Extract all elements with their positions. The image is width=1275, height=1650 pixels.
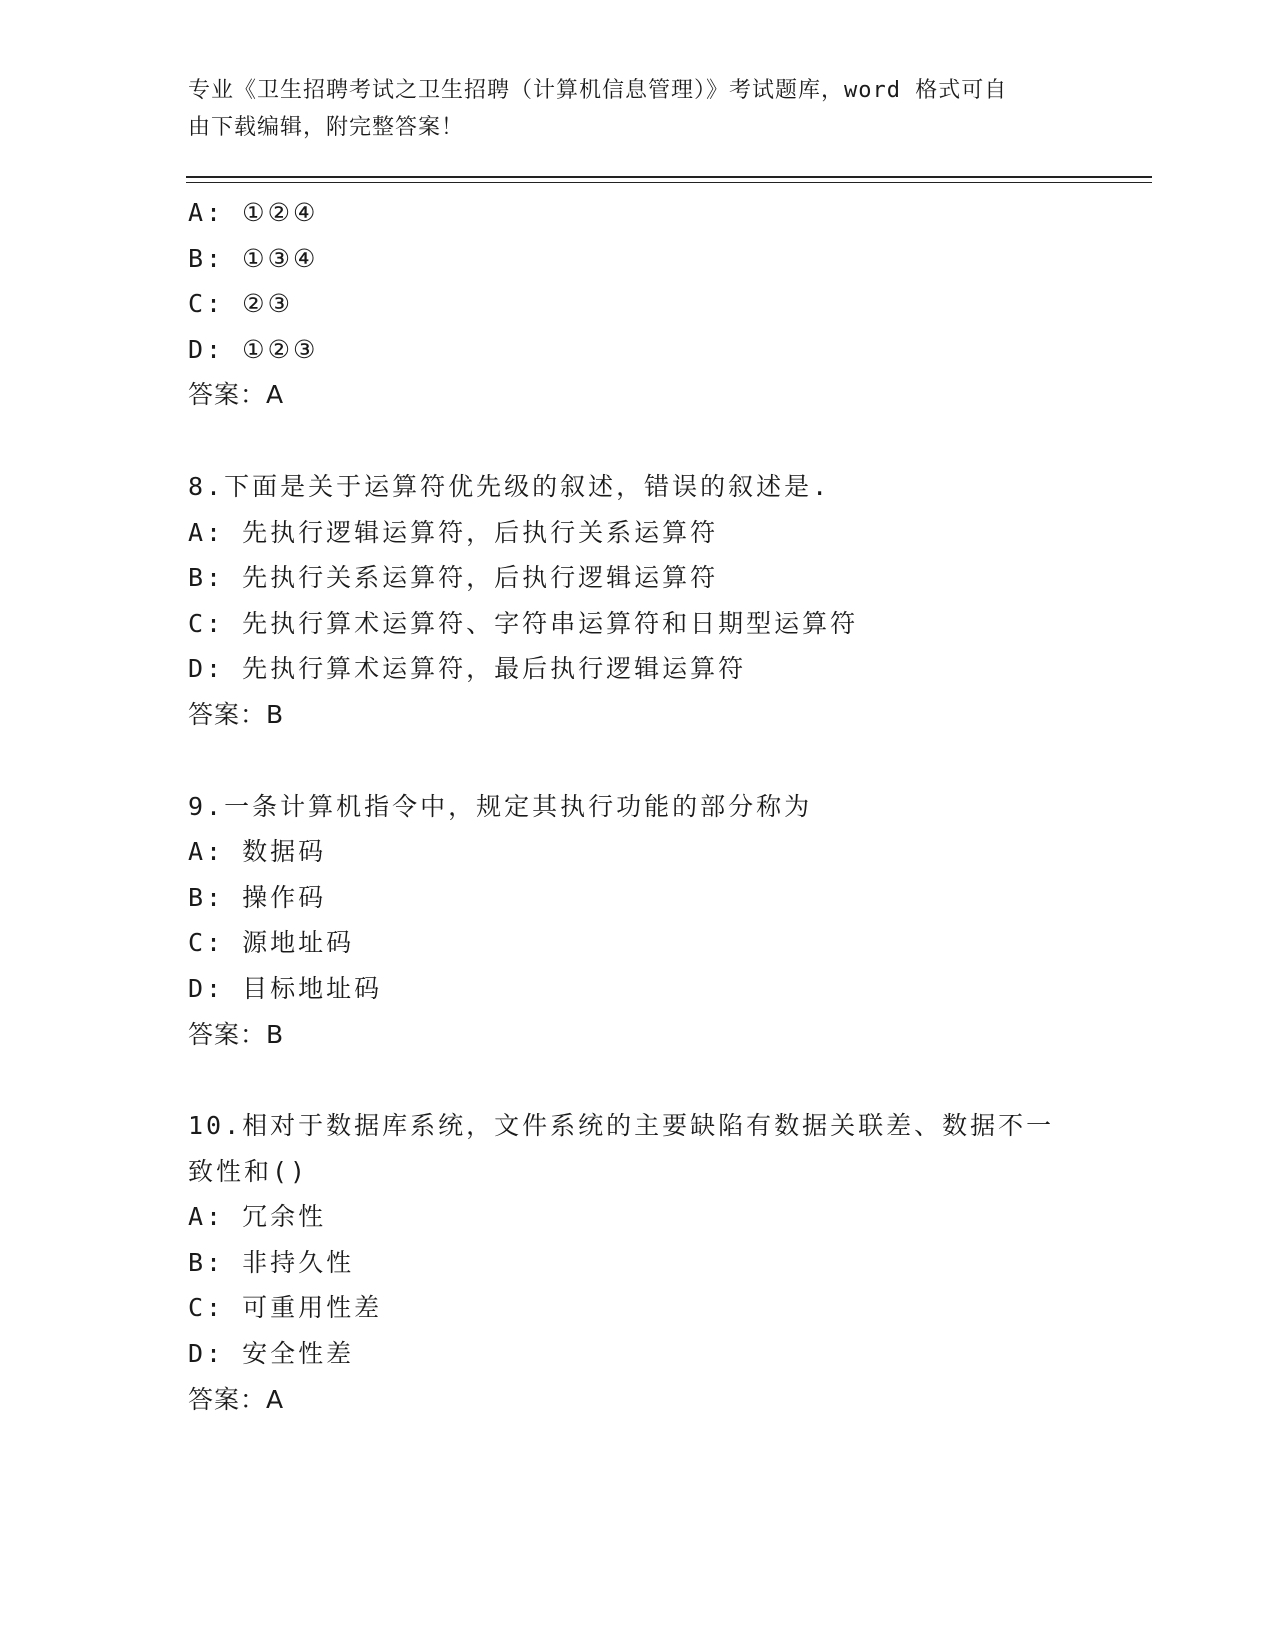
option-c: C: 先执行算术运算符、字符串运算符和日期型运算符 — [188, 608, 859, 638]
header-line-1: 专业《卫生招聘考试之卫生招聘（计算机信息管理）》考试题库，word 格式可自 — [188, 78, 1008, 103]
option-d: D: 目标地址码 — [188, 973, 383, 1003]
question-10 — [188, 1103, 1088, 1422]
document-header — [188, 72, 1078, 146]
option-b: B: 非持久性 — [188, 1247, 355, 1277]
option-b: B: 操作码 — [188, 882, 327, 912]
answer: 答案：B — [188, 1019, 285, 1049]
header-divider-thick — [186, 176, 1152, 178]
header-line-2: 由下载编辑，附完整答案！ — [188, 115, 465, 140]
question-9 — [188, 784, 1088, 1058]
option-c: C: 可重用性差 — [188, 1293, 383, 1323]
question-text: 9.一条计算机指令中，规定其执行功能的部分称为 — [188, 791, 813, 821]
option-c: C: 源地址码 — [188, 928, 355, 958]
option-b: B: 先执行关系运算符，后执行逻辑运算符 — [188, 563, 719, 593]
header-divider-thin — [186, 182, 1152, 183]
question-list — [188, 190, 1088, 1422]
spacer — [188, 418, 1088, 464]
option-b: B: ①③④ — [188, 243, 319, 273]
option-c: C: ②③ — [188, 289, 293, 319]
question-8 — [188, 464, 1088, 738]
option-a: A: 先执行逻辑运算符，后执行关系运算符 — [188, 517, 719, 547]
answer: 答案：A — [188, 1384, 285, 1414]
option-a: A: ①②④ — [188, 198, 319, 227]
spacer — [188, 738, 1088, 784]
option-a: A: 数据码 — [188, 837, 327, 867]
option-d: D: 先执行算术运算符，最后执行逻辑运算符 — [188, 654, 747, 684]
answer: 答案：B — [188, 699, 285, 729]
spacer — [188, 1057, 1088, 1103]
option-d: D: 安全性差 — [188, 1339, 355, 1369]
answer: 答案：A — [188, 380, 285, 410]
question-text: 8.下面是关于运算符优先级的叙述，错误的叙述是. — [188, 471, 831, 501]
question-text-line-2: 致性和() — [188, 1156, 309, 1186]
option-a: A: 冗余性 — [188, 1202, 327, 1232]
option-d: D: ①②③ — [188, 334, 319, 364]
question-text-line-1: 10.相对于数据库系统，文件系统的主要缺陷有数据关联差、数据不一 — [188, 1111, 1055, 1141]
question-7 — [188, 190, 1088, 418]
